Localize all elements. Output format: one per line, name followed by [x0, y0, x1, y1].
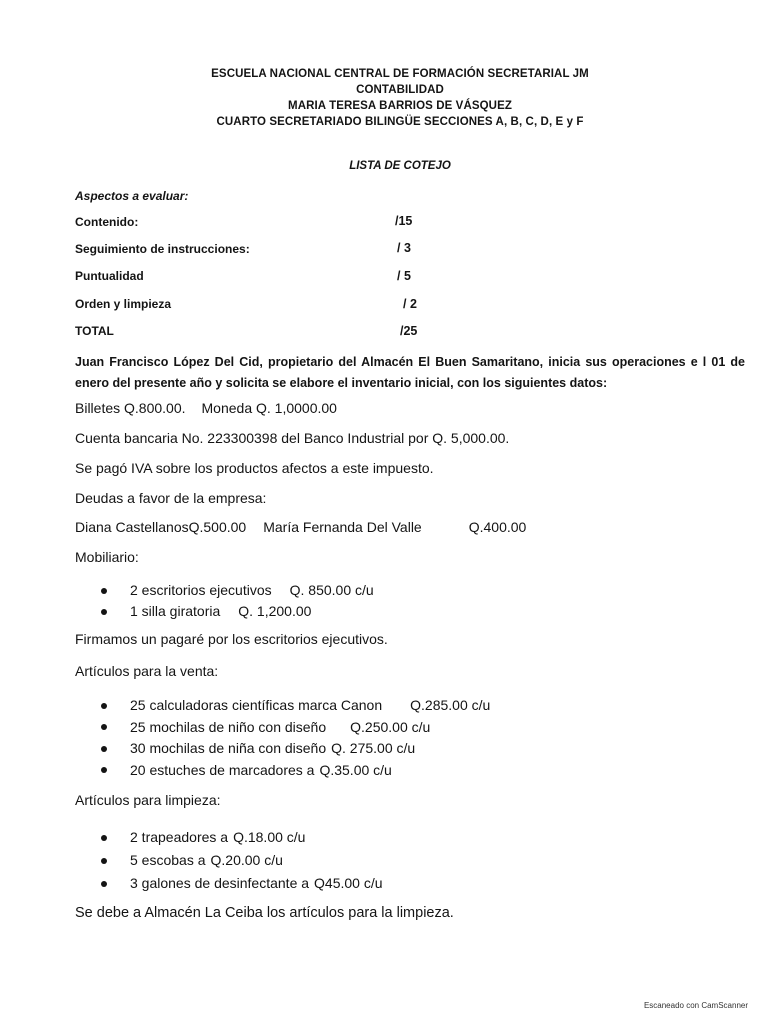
- school-name: ESCUELA NACIONAL CENTRAL DE FORMACIÓN SECRETARIAL JM: [211, 68, 589, 80]
- cleaning-list: [100, 826, 383, 895]
- debtors-line: [75, 519, 526, 535]
- checklist-label-order: Orden y limpieza: [75, 297, 172, 311]
- list-item: 30 mochilas de niña con diseño Q. 275.00 c/u: [100, 738, 490, 760]
- debtor-2-name: María Fernanda Del Valle: [263, 519, 422, 535]
- list-item: 2 trapeadores a Q.18.00 c/u: [100, 826, 383, 849]
- checklist-score-content: /15: [395, 214, 413, 228]
- checklist-score-order: / 2: [403, 297, 417, 311]
- cash-bills: Billetes Q.800.00.: [75, 400, 186, 416]
- closing-line: Se debe a Almacén La Ceiba los artículos para la limpieza.: [75, 905, 454, 921]
- checklist-score-instructions: / 3: [397, 241, 411, 255]
- bullet-icon: [101, 881, 107, 887]
- grade-sections: CUARTO SECRETARIADO BILINGÜE SECCIONES A, B, C, D, E y F: [216, 116, 584, 128]
- furniture-heading: Mobiliario:: [75, 549, 139, 565]
- checklist-label-instructions: Seguimiento de instrucciones:: [75, 242, 250, 256]
- list-item: 25 calculadoras científicas marca Canon Q.285.00 c/u: [100, 695, 490, 717]
- debtor-1: Diana CastellanosQ.500.00: [75, 519, 247, 535]
- list-item: 20 estuches de marcadores a Q.35.00 c/u: [100, 760, 490, 782]
- list-item: 1 silla giratoria Q. 1,200.00: [100, 601, 374, 622]
- debtor-2-amount: Q.400.00: [468, 519, 527, 535]
- checklist-score-punctuality: / 5: [397, 269, 411, 283]
- list-item: 2 escritorios ejecutivos Q. 850.00 c/u: [100, 580, 374, 601]
- bullet-icon: [101, 588, 107, 594]
- bullet-icon: [101, 703, 107, 709]
- intro-paragraph: Juan Francisco López Del Cid, propietario del Almacén El Buen Samaritano, inicia sus operaciones e l 01 de enero del presente año y solicita se elabore el inventario inicial, con los siguientes datos:: [75, 355, 745, 390]
- checklist-title: LISTA DE COTEJO: [349, 160, 451, 172]
- bullet-icon: [101, 858, 107, 864]
- scanner-watermark: Escaneado con CamScanner: [643, 1001, 748, 1010]
- bank-account-line: Cuenta bancaria No. 223300398 del Banco Industrial por Q. 5,000.00.: [75, 430, 510, 446]
- cash-coins: Moneda Q. 1,0000.00: [201, 400, 337, 416]
- list-item: 3 galones de desinfectante a Q45.00 c/u: [100, 872, 383, 895]
- list-item: 5 escobas a Q.20.00 c/u: [100, 849, 383, 872]
- checklist-label-content: Contenido:: [75, 215, 139, 229]
- bullet-icon: [101, 609, 107, 615]
- cash-line: [75, 400, 337, 416]
- checklist-label-total: TOTAL: [75, 324, 114, 338]
- checklist-score-total: /25: [400, 324, 418, 338]
- subject-name: CONTABILIDAD: [356, 84, 444, 96]
- bullet-icon: [101, 724, 107, 730]
- promissory-note-line: Firmamos un pagaré por los escritorios ejecutivos.: [75, 631, 388, 647]
- sale-heading: Artículos para la venta:: [75, 663, 219, 679]
- checklist-heading: Aspectos a evaluar:: [75, 189, 189, 203]
- bullet-icon: [101, 746, 107, 752]
- bullet-icon: [101, 767, 107, 773]
- sale-list: [100, 695, 490, 781]
- furniture-list: [100, 580, 374, 622]
- list-item: 25 mochilas de niño con diseño Q.250.00 c/u: [100, 717, 490, 739]
- iva-line: Se pagó IVA sobre los productos afectos a este impuesto.: [75, 460, 434, 476]
- teacher-name: MARIA TERESA BARRIOS DE VÁSQUEZ: [288, 100, 512, 112]
- debts-heading: Deudas a favor de la empresa:: [75, 490, 267, 506]
- checklist-label-punctuality: Puntualidad: [75, 269, 144, 283]
- cleaning-heading: Artículos para limpieza:: [75, 792, 221, 808]
- bullet-icon: [101, 835, 107, 841]
